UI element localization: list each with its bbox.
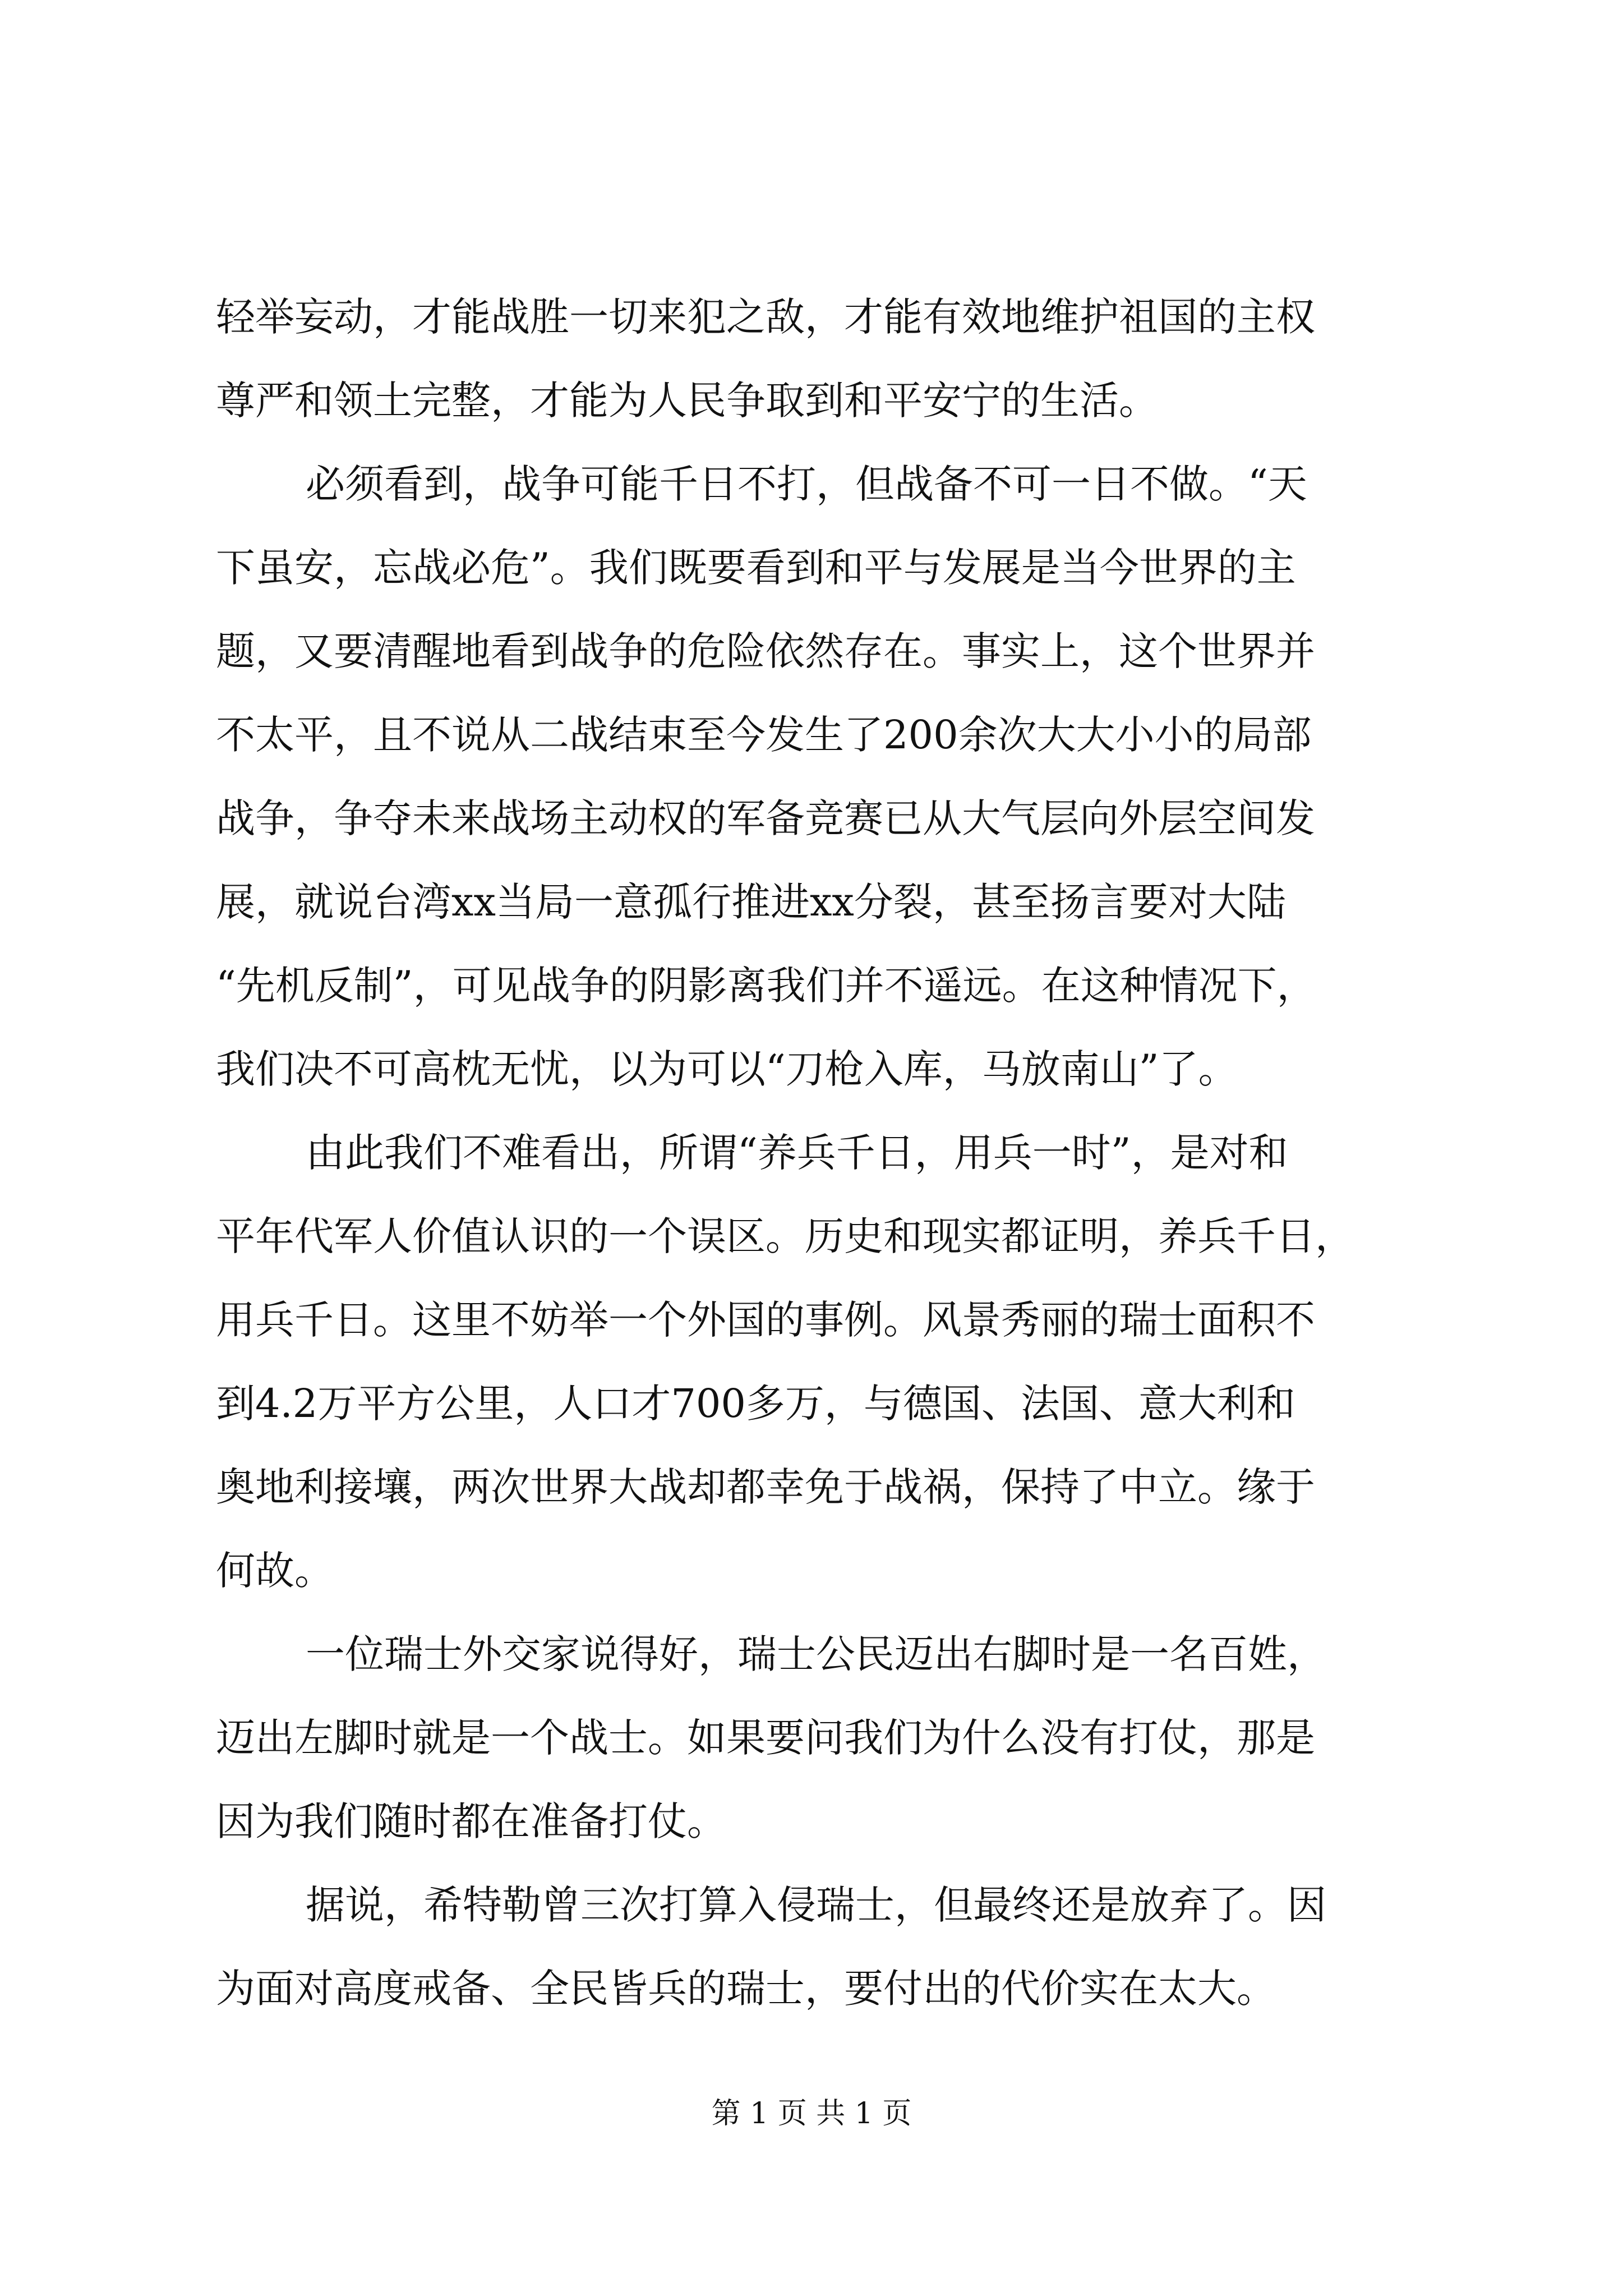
paragraph-first-line: 必须看到，战争可能千日不打，但战备不可一日不做。“天 (306, 461, 1307, 507)
paragraph-first-line: 一位瑞士外交家说得好，瑞士公民迈出右脚时是一名百姓， (306, 1631, 1326, 1677)
page-footer (0, 2094, 1623, 2133)
text-line: 轻举妄动，才能战胜一切来犯之敌，才能有效地维护祖国的主权 (216, 294, 1315, 340)
text-line: 因为我们随时都在准备打仗。 (216, 1798, 726, 1844)
text-line: 到4.2万平方公里，人口才700多万，与德国、法国、意大利和 (216, 1381, 1295, 1427)
text-line: 我们决不可高枕无忧，以为可以“刀枪入库，马放南山”了。 (216, 1046, 1238, 1092)
text-line: 用兵千日。这里不妨举一个外国的事例。风景秀丽的瑞士面积不 (216, 1297, 1315, 1343)
page-number-label: 第 1 页 共 1 页 (711, 2097, 912, 2131)
text-line: 为面对高度戒备、全民皆兵的瑞士，要付出的代价实在太大。 (216, 1966, 1276, 2012)
text-line: 奥地利接壤，两次世界大战却都幸免于战祸，保持了中立。缘于 (216, 1464, 1315, 1510)
paragraph-first-line: 据说，希特勒曾三次打算入侵瑞士，但最终还是放弃了。因 (306, 1882, 1326, 1928)
text-line: “先机反制”，可见战争的阴影离我们并不遥远。在这种情况下， (216, 963, 1316, 1009)
text-line: 尊严和领土完整，才能为人民争取到和平安宁的生活。 (216, 378, 1158, 424)
text-line: 何故。 (216, 1548, 334, 1594)
text-line: 展，就说台湾xx当局一意孤行推进xx分裂，甚至扬言要对大陆 (216, 879, 1286, 925)
text-line: 平年代军人价值认识的一个误区。历史和现实都证明，养兵千日， (216, 1213, 1354, 1259)
text-line: 战争，争夺未来战场主动权的军备竞赛已从大气层向外层空间发 (216, 795, 1315, 841)
text-line: 迈出左脚时就是一个战士。如果要问我们为什么没有打仗，那是 (216, 1715, 1315, 1761)
text-line: 下虽安，忘战必危”。我们既要看到和平与发展是当今世界的主 (216, 545, 1296, 591)
text-line: 不太平，且不说从二战结束至今发生了200余次大大小小的局部 (216, 712, 1312, 758)
text-line: 题，又要清醒地看到战争的危险依然存在。事实上，这个世界并 (216, 628, 1315, 674)
paragraph-first-line: 由此我们不难看出，所谓“养兵千日，用兵一时”，是对和 (306, 1130, 1288, 1176)
